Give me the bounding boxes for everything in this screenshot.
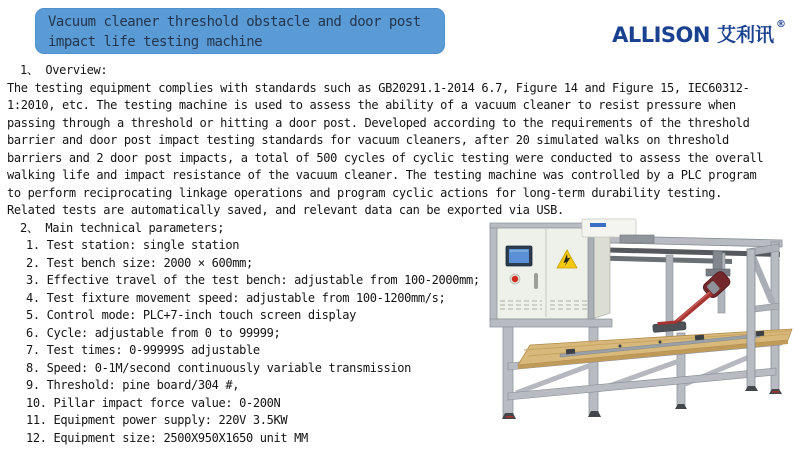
brand-name-chinese: 艾利讯 [716,24,774,46]
parameter-item: 7. Test times: 0-99999S adjustable [26,343,260,357]
parameter-item: 8. Speed: 0-1M/second continuously variable transmission [26,360,411,375]
overview-line: barrier and door post impact testing standards for vacuum cleaners, after 20 simulated walks on threshold [7,133,729,147]
overview-line: The testing equipment complies with standards such as GB20291.1-2014 6.7, Figure 14 and Figure 15, IEC60312- [7,80,750,95]
overview-heading: 1、 Overview: [20,63,108,77]
frame-front-post [747,249,755,389]
title-line-2: impact life testing machine [48,34,263,50]
parameter-item: 1. Test station: single station [26,238,240,252]
parameters-heading: 2、 Main technical parameters; [20,220,225,235]
brand-logo [612,19,786,47]
overview-line: barriers and 2 door post impacts, a total of 500 cycles of cyclic testing were conducted to assess the overall [7,150,764,165]
overview-line: 1:2010, etc. The testing machine is used to assess the ability of a vacuum cleaner to resist pressure when [7,98,736,112]
parameter-item: 6. Cycle: adjustable from 0 to 99999; [26,325,281,340]
brand-name: ALLISON [612,23,710,47]
vacuum-cleaner [652,251,732,332]
parameter-item: 11. Equipment power supply: 220V 3.5KW [26,413,288,427]
parameter-item: 3. Effective travel of the test bench: adjustable from 100-2000mm; [26,273,480,287]
parameter-item: 4. Test fixture movement speed: adjustable from 100-1200mm/s; [26,290,446,305]
overview-line: walking life and impact resistance of the vacuum cleaner. The testing machine was controlled by a PLC program [7,168,757,182]
emergency-stop-button [512,276,518,282]
door-handle [534,273,538,289]
control-cabinet [490,223,612,327]
registered-trademark-icon: ® [776,19,786,30]
overview-line: passing through a threshold or hitting a door post. Developed according to the requirements of the threshold [7,115,750,130]
parameter-item: 2. Test bench size: 2000 × 600mm; [26,255,253,270]
machine-photo [470,213,800,450]
overview-line: Related tests are automatically saved, and relevant data can be exported via USB. [7,203,564,217]
title-banner [35,8,445,54]
parameter-item: 5. Control mode: PLC+7-inch touch screen display [26,308,356,322]
overview-line: to perform reciprocating linkage operations and program cyclic actions for long-term durability testing. [7,185,722,200]
parameter-item: 9. Threshold: pine board/304 #, [26,378,240,392]
title-line-1: Vacuum cleaner threshold obstacle and door post [48,14,421,30]
parameter-item: 10. Pillar impact force value: 0-200N [26,395,281,410]
parameter-item: 12. Equipment size: 2500X950X1650 unit MM [26,430,308,445]
